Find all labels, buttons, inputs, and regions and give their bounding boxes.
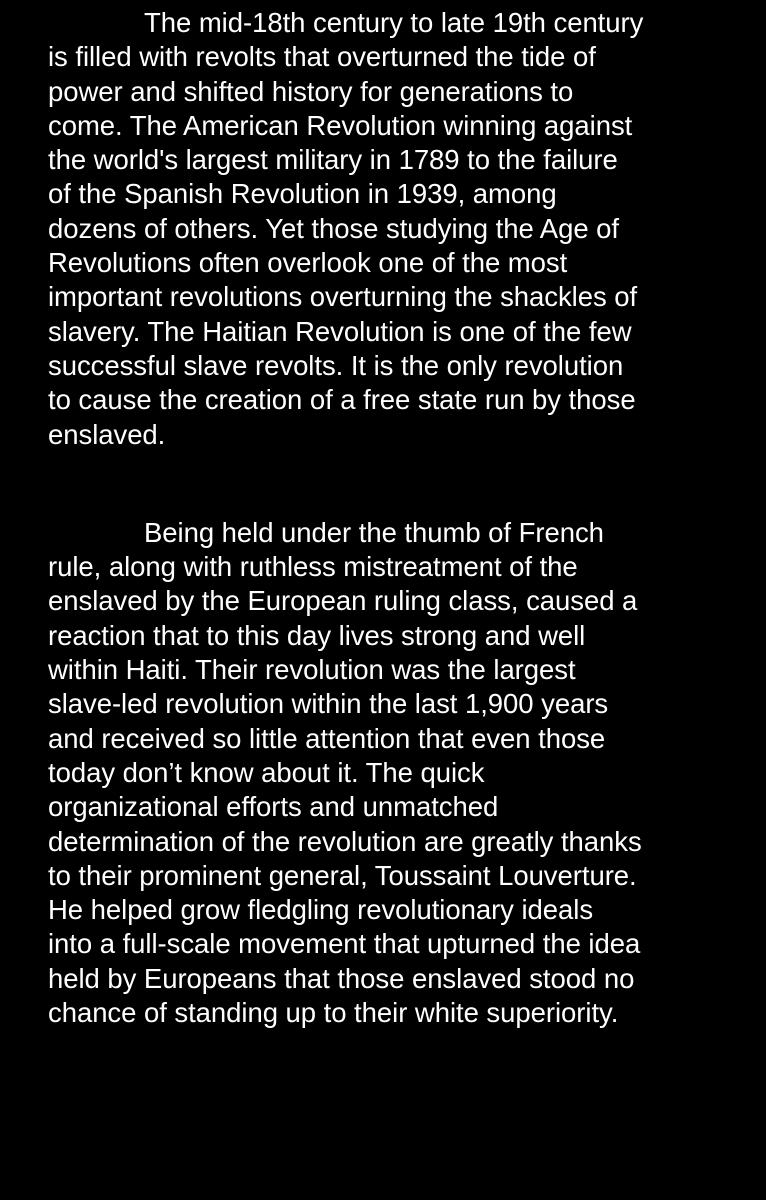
text-line: chance of standing up to their white superiority. [48,997,619,1029]
text-line: important revolutions overturning the shackles of [48,281,638,313]
text-line: enslaved. [48,418,166,450]
paragraph-1 [48,6,748,452]
text-line: Revolutions often overlook one of the most [48,247,568,279]
text-line: and received so little attention that even those [48,722,606,754]
text-line: come. The American Revolution winning against [48,109,633,141]
paragraph-2 [48,516,748,1030]
text-line: of the Spanish Revolution in 1939, among [48,178,557,210]
text-line: the world's largest military in 1789 to the failure [48,144,618,176]
text-line: into a full-scale movement that upturned the idea [48,928,641,960]
text-line: held by Europeans that those enslaved stood no [48,962,635,994]
text-line: The mid-18th century to late 19th century [144,7,644,38]
text-line: rule, along with ruthless mistreatment of the [48,551,578,583]
document-body [48,6,748,1030]
text-line: to cause the creation of a free state run by those [48,384,636,416]
text-line: power and shifted history for generations to [48,75,574,107]
text-line: is filled with revolts that overturned the tide of [48,41,596,73]
text-line: enslaved by the European ruling class, caused a [48,585,638,617]
paragraph-spacer [48,452,748,516]
text-line: reaction that to this day lives strong and well [48,619,586,651]
text-line: Being held under the thumb of French [144,516,604,548]
text-line: within Haiti. Their revolution was the largest [48,654,576,686]
text-line: slave-led revolution within the last 1,900 years [48,688,609,720]
text-line: today don’t know about it. The quick [48,756,485,788]
text-line: organizational efforts and unmatched [48,791,499,823]
text-line: He helped grow fledgling revolutionary ideals [48,894,594,926]
text-line: slavery. The Haitian Revolution is one of the few [48,315,632,347]
text-line: successful slave revolts. It is the only revolution [48,349,624,381]
text-line: to their prominent general, Toussaint Louverture. [48,859,637,891]
text-line: determination of the revolution are greatly thanks [48,825,642,857]
text-line: dozens of others. Yet those studying the Age of [48,212,619,244]
